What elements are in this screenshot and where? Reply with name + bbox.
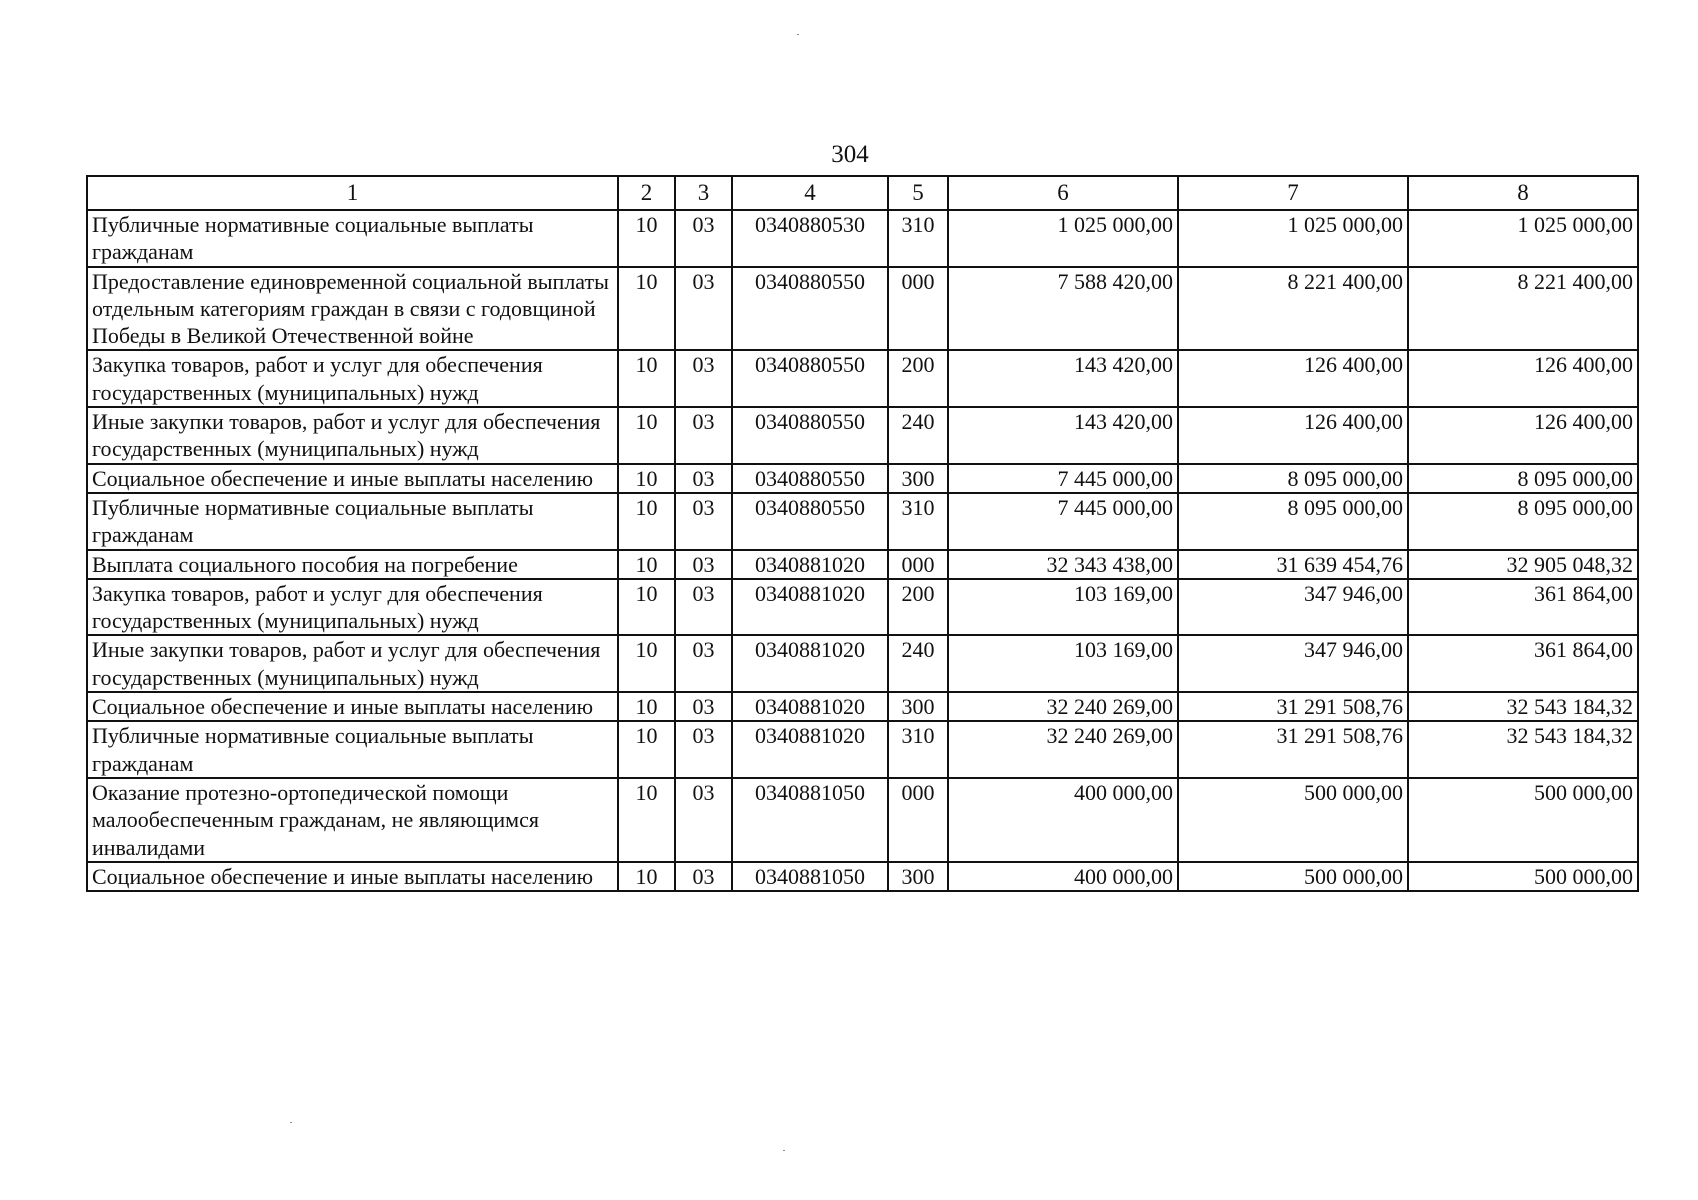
scan-speck <box>797 34 799 35</box>
expense-type-cell: 000 <box>888 550 948 579</box>
amount-cell: 126 400,00 <box>1408 350 1638 407</box>
expense-type-cell: 240 <box>888 407 948 464</box>
scan-speck <box>783 1150 785 1151</box>
row-name-cell: Публичные нормативные социальные выплаты гражданам <box>87 721 618 778</box>
amount-cell: 31 291 508,76 <box>1178 721 1408 778</box>
subsection-cell: 03 <box>675 579 732 636</box>
row-name-cell: Публичные нормативные социальные выплаты гражданам <box>87 210 618 267</box>
subsection-cell: 03 <box>675 493 732 550</box>
amount-cell: 31 639 454,76 <box>1178 550 1408 579</box>
target-article-cell: 0340881050 <box>732 862 888 891</box>
table-row <box>87 210 1638 267</box>
subsection-cell: 03 <box>675 267 732 351</box>
table-row <box>87 721 1638 778</box>
subsection-cell: 03 <box>675 721 732 778</box>
amount-cell: 8 095 000,00 <box>1408 464 1638 493</box>
amount-cell: 7 445 000,00 <box>948 493 1178 550</box>
section-cell: 10 <box>618 862 675 891</box>
target-article-cell: 0340880550 <box>732 464 888 493</box>
section-cell: 10 <box>618 692 675 721</box>
amount-cell: 32 543 184,32 <box>1408 692 1638 721</box>
amount-cell: 8 221 400,00 <box>1178 267 1408 351</box>
expense-type-cell: 000 <box>888 778 948 862</box>
section-cell: 10 <box>618 579 675 636</box>
amount-cell: 32 343 438,00 <box>948 550 1178 579</box>
header-cell: 4 <box>732 176 888 210</box>
page-number: 304 <box>831 141 869 168</box>
target-article-cell: 0340881020 <box>732 635 888 692</box>
row-name-cell: Иные закупки товаров, работ и услуг для обеспечения государственных (муниципальных) нужд <box>87 635 618 692</box>
amount-cell: 500 000,00 <box>1408 862 1638 891</box>
amount-cell: 103 169,00 <box>948 579 1178 636</box>
row-name-cell: Социальное обеспечение и иные выплаты населению <box>87 692 618 721</box>
amount-cell: 143 420,00 <box>948 407 1178 464</box>
amount-cell: 126 400,00 <box>1178 407 1408 464</box>
amount-cell: 500 000,00 <box>1178 778 1408 862</box>
target-article-cell: 0340881020 <box>732 692 888 721</box>
expense-type-cell: 310 <box>888 210 948 267</box>
subsection-cell: 03 <box>675 550 732 579</box>
amount-cell: 7 588 420,00 <box>948 267 1178 351</box>
subsection-cell: 03 <box>675 407 732 464</box>
target-article-cell: 0340880530 <box>732 210 888 267</box>
section-cell: 10 <box>618 407 675 464</box>
row-name-cell: Социальное обеспечение и иные выплаты населению <box>87 862 618 891</box>
target-article-cell: 0340881050 <box>732 778 888 862</box>
header-row <box>87 176 1638 210</box>
expense-type-cell: 200 <box>888 579 948 636</box>
subsection-cell: 03 <box>675 692 732 721</box>
amount-cell: 347 946,00 <box>1178 579 1408 636</box>
header-cell: 8 <box>1408 176 1638 210</box>
subsection-cell: 03 <box>675 210 732 267</box>
row-name-cell: Оказание протезно-ортопедической помощи малообеспеченным гражданам, не являющимся инвалидами <box>87 778 618 862</box>
budget-table <box>86 175 1639 892</box>
table-row <box>87 635 1638 692</box>
section-cell: 10 <box>618 210 675 267</box>
amount-cell: 347 946,00 <box>1178 635 1408 692</box>
amount-cell: 1 025 000,00 <box>1178 210 1408 267</box>
target-article-cell: 0340880550 <box>732 407 888 464</box>
header-cell: 2 <box>618 176 675 210</box>
expense-type-cell: 310 <box>888 721 948 778</box>
table-row <box>87 692 1638 721</box>
expense-type-cell: 300 <box>888 862 948 891</box>
table-row <box>87 464 1638 493</box>
row-name-cell: Публичные нормативные социальные выплаты гражданам <box>87 493 618 550</box>
target-article-cell: 0340881020 <box>732 721 888 778</box>
amount-cell: 1 025 000,00 <box>948 210 1178 267</box>
row-name-cell: Закупка товаров, работ и услуг для обеспечения государственных (муниципальных) нужд <box>87 350 618 407</box>
target-article-cell: 0340881020 <box>732 550 888 579</box>
subsection-cell: 03 <box>675 350 732 407</box>
amount-cell: 31 291 508,76 <box>1178 692 1408 721</box>
row-name-cell: Предоставление единовременной социальной выплаты отдельным категориям граждан в связи с годовщиной Победы в Великой Отечественной войне <box>87 267 618 351</box>
amount-cell: 103 169,00 <box>948 635 1178 692</box>
target-article-cell: 0340880550 <box>732 493 888 550</box>
table-row <box>87 350 1638 407</box>
amount-cell: 500 000,00 <box>1178 862 1408 891</box>
section-cell: 10 <box>618 721 675 778</box>
amount-cell: 32 240 269,00 <box>948 721 1178 778</box>
header-cell: 1 <box>87 176 618 210</box>
target-article-cell: 0340880550 <box>732 267 888 351</box>
table-row <box>87 778 1638 862</box>
amount-cell: 8 095 000,00 <box>1178 464 1408 493</box>
section-cell: 10 <box>618 493 675 550</box>
amount-cell: 361 864,00 <box>1408 635 1638 692</box>
row-name-cell: Иные закупки товаров, работ и услуг для обеспечения государственных (муниципальных) нужд <box>87 407 618 464</box>
table-row <box>87 579 1638 636</box>
amount-cell: 32 543 184,32 <box>1408 721 1638 778</box>
expense-type-cell: 000 <box>888 267 948 351</box>
amount-cell: 143 420,00 <box>948 350 1178 407</box>
amount-cell: 32 240 269,00 <box>948 692 1178 721</box>
header-cell: 7 <box>1178 176 1408 210</box>
section-cell: 10 <box>618 464 675 493</box>
target-article-cell: 0340880550 <box>732 350 888 407</box>
expense-type-cell: 310 <box>888 493 948 550</box>
table-row <box>87 267 1638 351</box>
amount-cell: 8 095 000,00 <box>1408 493 1638 550</box>
expense-type-cell: 200 <box>888 350 948 407</box>
amount-cell: 126 400,00 <box>1178 350 1408 407</box>
section-cell: 10 <box>618 267 675 351</box>
amount-cell: 400 000,00 <box>948 862 1178 891</box>
table-row <box>87 550 1638 579</box>
scan-speck <box>290 1122 292 1123</box>
row-name-cell: Закупка товаров, работ и услуг для обеспечения государственных (муниципальных) нужд <box>87 579 618 636</box>
amount-cell: 126 400,00 <box>1408 407 1638 464</box>
subsection-cell: 03 <box>675 778 732 862</box>
expense-type-cell: 240 <box>888 635 948 692</box>
amount-cell: 400 000,00 <box>948 778 1178 862</box>
subsection-cell: 03 <box>675 635 732 692</box>
row-name-cell: Социальное обеспечение и иные выплаты населению <box>87 464 618 493</box>
section-cell: 10 <box>618 778 675 862</box>
amount-cell: 500 000,00 <box>1408 778 1638 862</box>
section-cell: 10 <box>618 635 675 692</box>
subsection-cell: 03 <box>675 464 732 493</box>
subsection-cell: 03 <box>675 862 732 891</box>
header-cell: 3 <box>675 176 732 210</box>
table-row <box>87 862 1638 891</box>
amount-cell: 8 221 400,00 <box>1408 267 1638 351</box>
table-row <box>87 493 1638 550</box>
section-cell: 10 <box>618 350 675 407</box>
amount-cell: 7 445 000,00 <box>948 464 1178 493</box>
expense-type-cell: 300 <box>888 692 948 721</box>
table-row <box>87 407 1638 464</box>
amount-cell: 32 905 048,32 <box>1408 550 1638 579</box>
header-cell: 6 <box>948 176 1178 210</box>
section-cell: 10 <box>618 550 675 579</box>
row-name-cell: Выплата социального пособия на погребение <box>87 550 618 579</box>
amount-cell: 1 025 000,00 <box>1408 210 1638 267</box>
expense-type-cell: 300 <box>888 464 948 493</box>
amount-cell: 361 864,00 <box>1408 579 1638 636</box>
header-cell: 5 <box>888 176 948 210</box>
amount-cell: 8 095 000,00 <box>1178 493 1408 550</box>
target-article-cell: 0340881020 <box>732 579 888 636</box>
